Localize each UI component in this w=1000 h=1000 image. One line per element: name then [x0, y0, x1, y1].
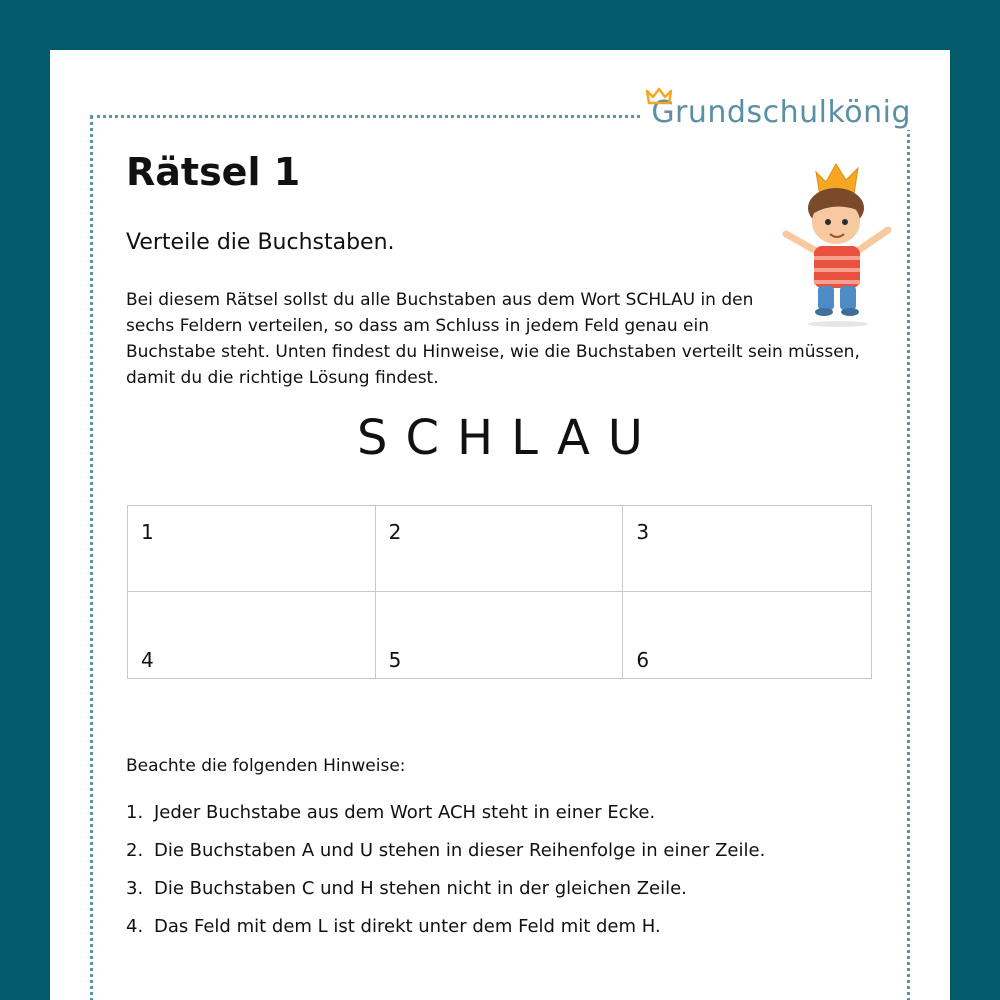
hint-number: 2. [126, 840, 144, 861]
hint-item [126, 840, 765, 878]
cell-number: 3 [636, 520, 650, 544]
hints-list [126, 802, 765, 954]
hint-item [126, 916, 765, 954]
page-title: Rätsel 1 [126, 150, 301, 194]
hint-text: Das Feld mit dem L ist direkt unter dem Feld mit dem H. [154, 916, 661, 937]
boy-illustration [778, 150, 898, 330]
intro-line: Bei diesem Rätsel sollst du alle Buchstaben aus dem Wort SCHLAU in den [126, 290, 754, 310]
hints-heading: Beachte die folgenden Hinweise: [126, 756, 406, 776]
logo-text: Grundschulkönig [651, 95, 911, 130]
brand-logo [641, 95, 915, 130]
intro-line: damit du die richtige Lösung findest. [126, 368, 439, 388]
hint-item [126, 802, 765, 840]
puzzle-word: SCHLAU [357, 410, 661, 466]
grid-cell[interactable] [623, 506, 871, 592]
grid-cell[interactable] [376, 592, 624, 678]
hint-number: 1. [126, 802, 144, 823]
hint-text: Jeder Buchstabe aus dem Wort ACH steht in einer Ecke. [154, 802, 656, 823]
worksheet [50, 50, 950, 1000]
hint-number: 4. [126, 916, 144, 937]
cell-number: 6 [636, 648, 650, 672]
cell-number: 1 [141, 520, 154, 544]
intro-line: Buchstabe steht. Unten findest du Hinweise, wie die Buchstaben verteilt sein müssen, [126, 342, 860, 362]
subtitle: Verteile die Buchstaben. [126, 230, 395, 255]
hint-number: 3. [126, 878, 144, 899]
grid-cell[interactable] [128, 592, 376, 678]
hint-text: Die Buchstaben A und U stehen in dieser Reihenfolge in einer Zeile. [154, 840, 766, 861]
crown-icon [645, 87, 673, 105]
hint-item [126, 878, 765, 916]
cell-number: 4 [141, 648, 154, 672]
cell-number: 5 [388, 648, 402, 672]
grid-cell[interactable] [623, 592, 871, 678]
intro-line: sechs Feldern verteilen, so dass am Schluss in jedem Feld genau ein [126, 316, 709, 336]
hint-text: Die Buchstaben C und H stehen nicht in der gleichen Zeile. [154, 878, 687, 899]
grid-cell[interactable] [376, 506, 624, 592]
intro-text [126, 287, 860, 391]
letter-grid [127, 505, 872, 679]
cell-number: 2 [388, 520, 402, 544]
grid-cell[interactable] [128, 506, 376, 592]
